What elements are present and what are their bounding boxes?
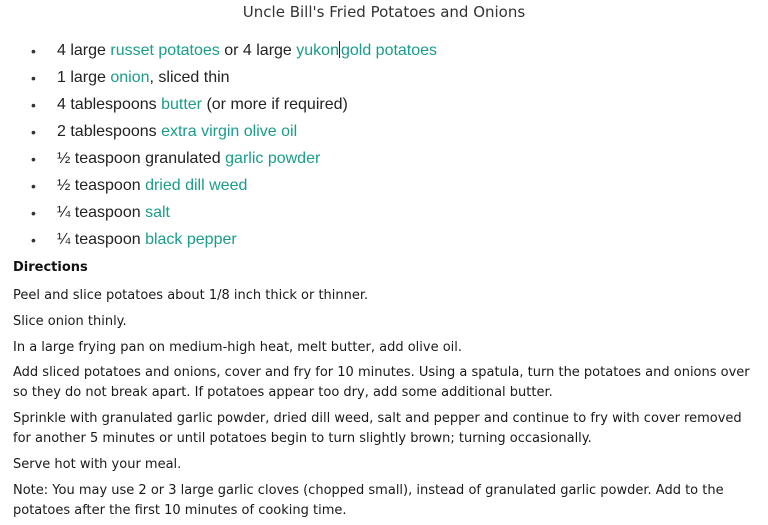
direction-step: Slice onion thinly. bbox=[13, 314, 127, 329]
ingredient-link[interactable]: black pepper bbox=[145, 231, 237, 248]
ingredient-quantity: ¼ teaspoon bbox=[57, 231, 146, 248]
ingredient-link[interactable]: russet potatoes bbox=[110, 42, 220, 59]
ingredient-quantity: 1 large bbox=[57, 69, 111, 86]
ingredient-text bbox=[57, 202, 170, 224]
ingredient-link[interactable]: gold potatoes bbox=[340, 42, 438, 59]
direction-step: Add sliced potatoes and onions, cover and fry for 10 minutes. Using a spatula, turn the potatoes and onions over so they do not break apart. If potatoes appear too dry, add some additional butter. bbox=[13, 365, 750, 400]
direction-step: Peel and slice potatoes about 1/8 inch thick or thinner. bbox=[13, 288, 369, 303]
ingredient-link[interactable]: dried dill weed bbox=[145, 177, 248, 194]
bullet-icon: • bbox=[31, 43, 36, 59]
ingredient-link[interactable]: butter bbox=[161, 96, 202, 113]
ingredient-text bbox=[57, 229, 237, 251]
ingredient-text bbox=[57, 175, 247, 197]
ingredient-quantity: 2 tablespoons bbox=[57, 123, 162, 140]
bullet-icon: • bbox=[31, 70, 36, 86]
ingredient-link[interactable]: yukon bbox=[296, 42, 339, 59]
ingredient-quantity: 4 large bbox=[57, 42, 111, 59]
direction-step: Serve hot with your meal. bbox=[13, 457, 182, 472]
ingredient-quantity: ½ teaspoon granulated bbox=[57, 150, 226, 167]
ingredient-text bbox=[57, 67, 230, 89]
direction-step: Sprinkle with granulated garlic powder, dried dill weed, salt and pepper and continue to fry with cover removed for another 5 minutes or until potatoes begin to turn slightly brown; turning occasionally. bbox=[13, 411, 742, 446]
bullet-icon: • bbox=[31, 178, 36, 194]
bullet-icon: • bbox=[31, 151, 36, 167]
ingredient-link[interactable]: salt bbox=[145, 204, 170, 221]
text-cursor bbox=[339, 41, 340, 58]
directions-heading: Directions bbox=[13, 260, 88, 275]
bullet-icon: • bbox=[31, 205, 36, 221]
ingredient-quantity: ½ teaspoon bbox=[57, 177, 146, 194]
ingredient-link[interactable]: garlic powder bbox=[225, 150, 321, 167]
direction-step: In a large frying pan on medium-high heat, melt butter, add olive oil. bbox=[13, 340, 463, 355]
ingredient-text bbox=[57, 40, 437, 62]
recipe-title: Uncle Bill's Fried Potatoes and Onions bbox=[242, 3, 526, 21]
ingredient-quantity: , sliced thin bbox=[149, 69, 230, 86]
direction-step: Note: You may use 2 or 3 large garlic cloves (chopped small), instead of granulated garlic powder. Add to the potatoes after the first 10 minutes of cooking time. bbox=[13, 483, 724, 518]
ingredient-text bbox=[57, 121, 297, 143]
ingredient-quantity: (or more if required) bbox=[202, 96, 348, 113]
ingredient-link[interactable]: onion bbox=[110, 69, 150, 86]
ingredient-quantity: ¼ teaspoon bbox=[57, 204, 146, 221]
bullet-icon: • bbox=[31, 124, 36, 140]
ingredient-text bbox=[57, 94, 348, 116]
ingredient-text bbox=[57, 148, 320, 170]
bullet-icon: • bbox=[31, 232, 36, 248]
ingredient-quantity: 4 tablespoons bbox=[57, 96, 162, 113]
ingredient-quantity: or 4 large bbox=[219, 42, 297, 59]
ingredient-link[interactable]: extra virgin olive oil bbox=[161, 123, 298, 140]
bullet-icon: • bbox=[31, 97, 36, 113]
